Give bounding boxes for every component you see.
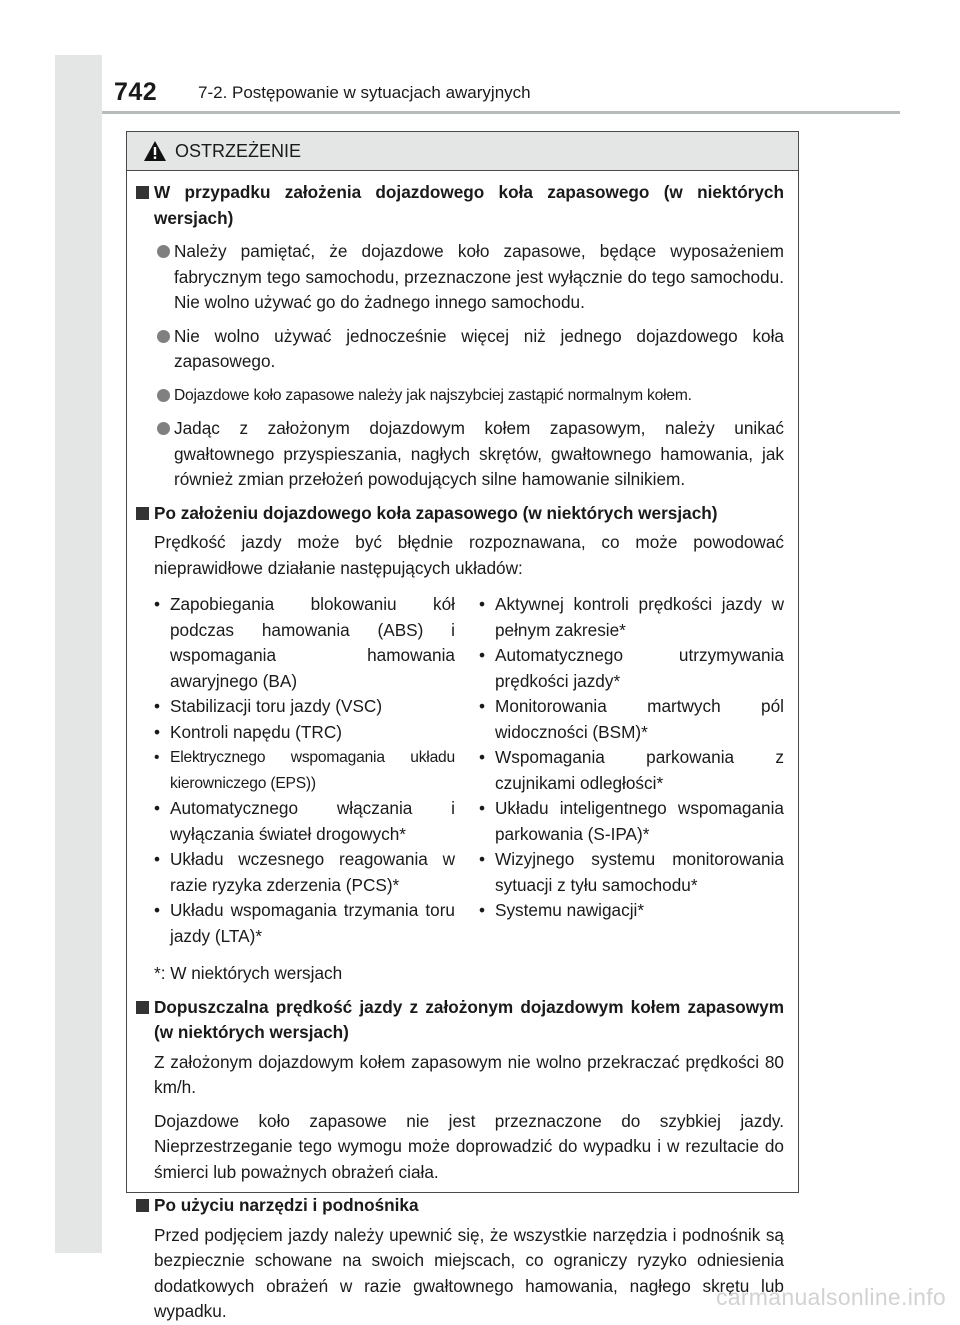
warning-content	[127, 172, 798, 1325]
bullet-text: Należy pamiętać, że dojazdowe koło zapasowe, będące wyposażeniem fabrycznym tego samochodu, przeznaczone jest wyłącznie do tego samochodu. Nie wolno używać go do żadnego innego samochodu.	[174, 241, 784, 312]
circle-bullet-icon	[157, 330, 170, 343]
list-item: • Automatycznego utrzymywania prędkości jazdy*	[479, 645, 784, 691]
paragraph: Dojazdowe koło zapasowe nie jest przeznaczone do szybkiej jazdy. Nieprzestrzeganie tego wymogu może doprowadzić do wypadku i w rezultacie do śmierci lub poważnych obrażeń ciała.	[154, 1110, 784, 1182]
section-heading	[133, 501, 784, 527]
list-item	[133, 324, 784, 375]
square-bullet-icon	[136, 507, 149, 520]
list-item: • Układu wczesnego reagowania w razie ryzyka zderzenia (PCS)*	[154, 849, 455, 895]
list-item: • Układu inteligentnego wspomagania parkowania (S-IPA)*	[479, 798, 784, 844]
header-divider	[102, 111, 900, 114]
section-heading	[133, 180, 784, 231]
circle-bullet-icon	[157, 245, 170, 258]
paragraph: Z założonym dojazdowym kołem zapasowym nie wolno przekraczać prędkości 80 km/h.	[154, 1051, 784, 1097]
warning-header	[127, 132, 798, 171]
section-intro: Prędkość jazdy może być błędnie rozpoznawana, co może powodować nieprawidłowe działanie następujących układów:	[154, 532, 784, 578]
list-item	[133, 383, 784, 409]
page-header	[102, 70, 900, 114]
list-item: • Systemu nawigacji*	[479, 900, 645, 920]
list-item: • Aktywnej kontroli prędkości jazdy w pełnym zakresie*	[479, 594, 784, 640]
warning-triangle-icon	[143, 140, 167, 162]
square-bullet-icon	[136, 186, 149, 199]
list-item: • Kontroli napędu (TRC)	[154, 721, 342, 742]
section-title: Dopuszczalna prędkość jazdy z założonym dojazdowym kołem zapasowym (w niektórych wersjach)	[154, 996, 784, 1042]
chapter-title: 7-2. Postępowanie w sytuacjach awaryjnych	[198, 83, 531, 102]
section-heading	[133, 995, 784, 1046]
list-item: • Monitorowania martwych pól widoczności (BSM)*	[479, 696, 784, 742]
systems-left-column	[154, 592, 469, 949]
list-item: • Elektrycznego wspomagania układu kierowniczego (EPS))	[154, 749, 455, 792]
circle-bullet-icon	[157, 422, 170, 435]
circle-bullet-icon	[157, 389, 170, 402]
systems-columns	[133, 592, 784, 949]
warning-box	[126, 131, 799, 1321]
list-item: • Wizyjnego systemu monitorowania sytuacji z tyłu samochodu*	[479, 849, 784, 895]
list-item	[133, 416, 784, 493]
list-item: • Układu wspomagania trzymania toru jazdy (LTA)*	[154, 900, 455, 946]
watermark: carmanualsonline.info	[715, 1284, 946, 1310]
section-heading	[133, 1193, 784, 1219]
systems-right-column	[469, 592, 784, 949]
footnote: *: W niektórych wersjach	[154, 963, 343, 983]
list-item: • Wspomagania parkowania z czujnikami odległości*	[479, 747, 784, 793]
paragraph: Przed podjęciem jazdy należy upewnić się, że wszystkie narzędzia i podnośnik są bezpiecznie schowane na swoich miejscach, co ograniczy ryzyko odniesienia dodatkowych obrażeń w razie gwałtownego hamowania, nagłego skrętu lub wypadku.	[154, 1224, 784, 1321]
bullet-text: Jadąc z założonym dojazdowym kołem zapasowym, należy unikać gwałtownego przyspieszania, nagłych skrętów, gwałtownego hamowania, jak również zmian przełożeń powodujących silne hamowanie silnikiem.	[174, 418, 784, 489]
list-item	[133, 239, 784, 316]
square-bullet-icon	[136, 1001, 149, 1014]
list-item: • Stabilizacji toru jazdy (VSC)	[154, 696, 383, 716]
section-title: W przypadku założenia dojazdowego koła zapasowego (w niektórych wersjach)	[154, 182, 784, 228]
page-number: 742	[114, 78, 158, 106]
bullet-text: Dojazdowe koło zapasowe należy jak najszybciej zastąpić normalnym kołem.	[174, 386, 692, 404]
section-title: Po użyciu narzędzi i podnośnika	[154, 1195, 419, 1215]
side-strip	[55, 55, 102, 1253]
section-title: Po założeniu dojazdowego koła zapasowego (w niektórych wersjach)	[154, 502, 718, 523]
square-bullet-icon	[136, 1199, 149, 1212]
bullet-text: Nie wolno używać jednocześnie więcej niż jednego dojazdowego koła zapasowego.	[174, 325, 784, 371]
list-item: • Automatycznego włączania i wyłączania świateł drogowych*	[154, 798, 455, 844]
warning-title: OSTRZEŻENIE	[175, 140, 302, 161]
list-item: • Zapobiegania blokowaniu kół podczas hamowania (ABS) i wspomagania hamowania awaryjnego (BA)	[154, 594, 455, 691]
